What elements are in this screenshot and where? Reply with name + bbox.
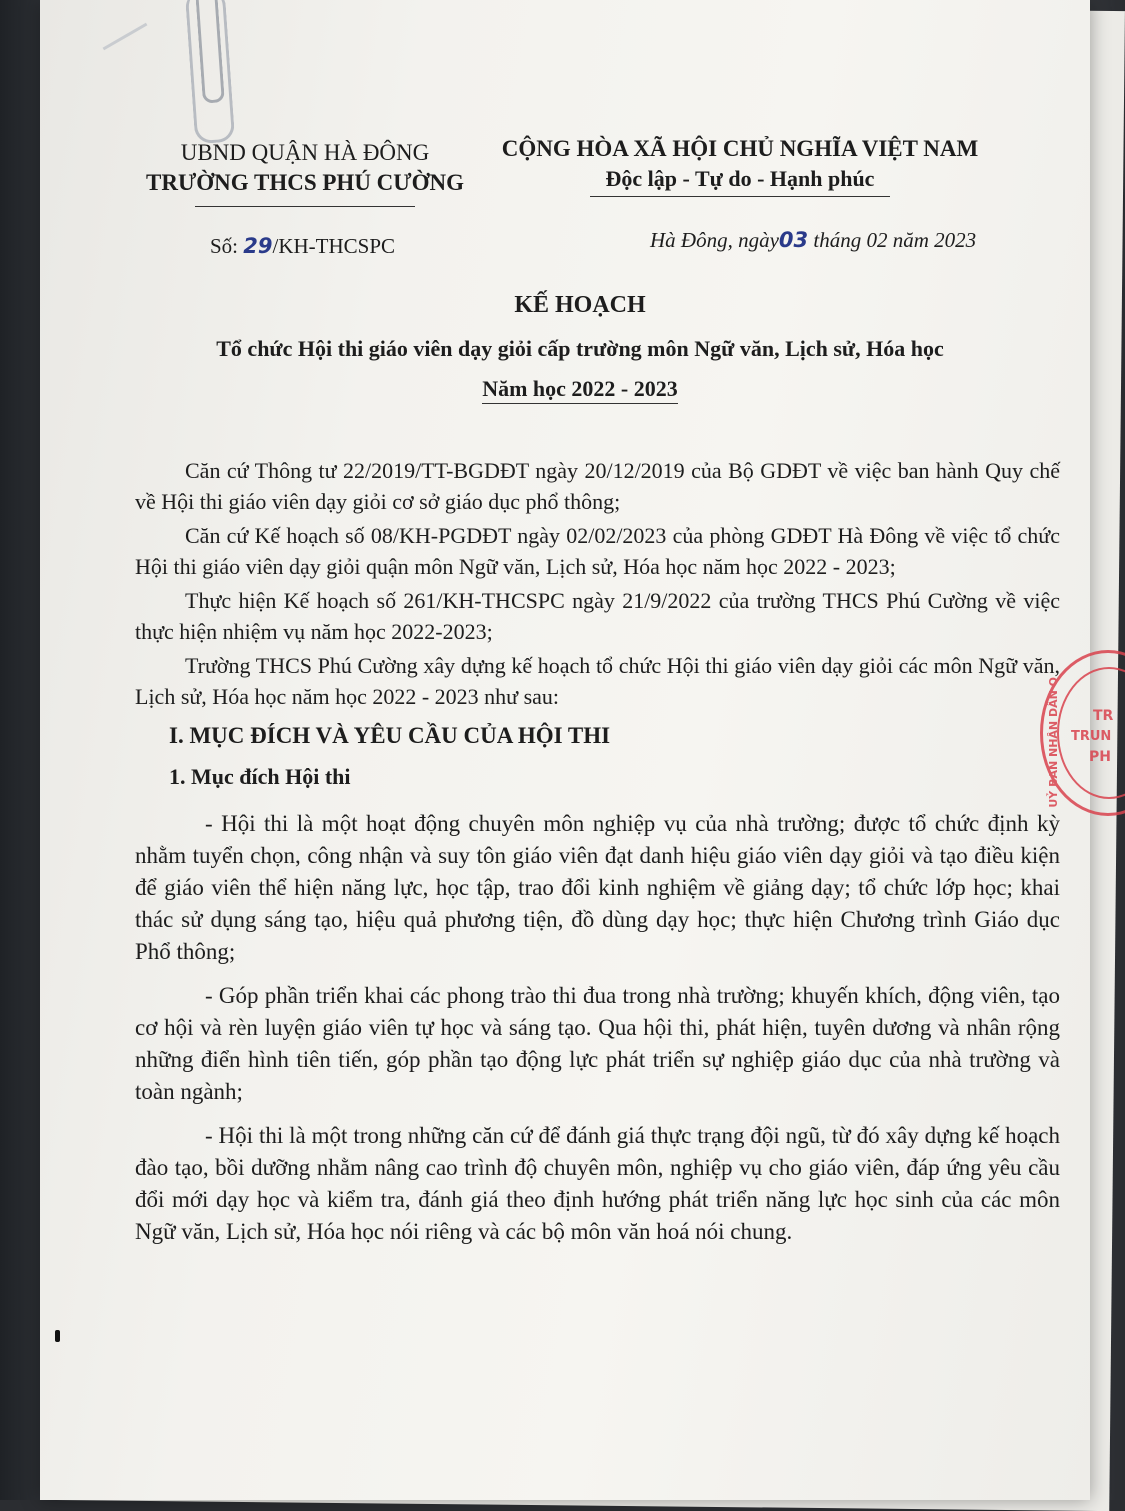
issuer-underline bbox=[195, 206, 415, 207]
section-heading: I. MỤC ĐÍCH VÀ YÊU CẦU CỦA HỘI THI bbox=[169, 723, 611, 748]
basis-paragraph-4: Trường THCS Phú Cường xây dựng kế hoạch tổ chức Hội thi giáo viên dạy giỏi các môn Ngữ văn, Lịch sử, Hóa học năm học 2022 - 2023 như sau: bbox=[135, 653, 1060, 709]
subsection-heading: 1. Mục đích Hội thi bbox=[169, 764, 351, 789]
document-number bbox=[210, 234, 395, 259]
docno-prefix: Số: bbox=[210, 234, 244, 258]
document-body bbox=[135, 455, 1060, 1260]
date-prefix: Hà Đông, ngày bbox=[650, 228, 779, 252]
basis-paragraph-2: Căn cứ Kế hoạch số 08/KH-PGDĐT ngày 02/02/2023 của phòng GDĐT Hà Đông về việc tổ chức Hội thi giáo viên dạy giỏi quận môn Ngữ văn, Lịch sử, Hóa học năm học 2022 - 2023; bbox=[135, 523, 1060, 579]
stamp-line-3: PH bbox=[1089, 749, 1111, 765]
issuer-org: UBND QUẬN HÀ ĐÔNG bbox=[180, 140, 430, 165]
purpose-bullet-3: - Hội thi là một trong những căn cứ để đánh giá thực trạng đội ngũ, từ đó xây dựng kế hoạch đào tạo, bồi dưỡng nhằm nâng cao trình độ chuyên môn, nghiệp vụ cho giáo viên, đáp ứng yêu cầu đổi mới dạy học và kiểm tra, đánh giá theo định hướng phát triển năng lực học sinh của các môn Ngữ văn, Lịch sử, Hóa học nói riêng và các bộ môn văn hoá nói chung. bbox=[135, 1123, 1060, 1244]
date-day-handwritten: 03 bbox=[778, 228, 809, 252]
issuer-school: TRƯỜNG THCS PHÚ CƯỜNG bbox=[146, 170, 464, 195]
date-suffix: tháng 02 năm 2023 bbox=[808, 228, 977, 252]
staple-pin bbox=[103, 23, 148, 51]
docno-handwritten: 29 bbox=[243, 234, 273, 258]
stamp-arc-text: UỶ BAN NHÂN DÂN Q bbox=[1047, 677, 1060, 808]
nation-motto: Độc lập - Tự do - Hạnh phúc bbox=[605, 166, 875, 191]
doc-subtitle: Tổ chức Hội thi giáo viên dạy giỏi cấp trường môn Ngữ văn, Lịch sử, Hóa học bbox=[216, 336, 944, 361]
basis-paragraph-3: Thực hiện Kế hoạch số 261/KH-THCSPC ngày 21/9/2022 của trường THCS Phú Cường về việc thực hiện nhiệm vụ năm học 2022-2023; bbox=[135, 588, 1060, 644]
purpose-bullet-2: - Góp phần triển khai các phong trào thi đua trong nhà trường; khuyến khích, động viên, tạo cơ hội và rèn luyện giáo viên tự học và sáng tạo. Qua hội thi, phát hiện, tuyên dương và nhân rộng những điển hình tiên tiến, góp phần tạo động lực phát triển sự nghiệp giáo dục của nhà trường và toàn ngành; bbox=[135, 983, 1060, 1104]
document-date bbox=[650, 228, 976, 253]
ink-mark bbox=[55, 1330, 60, 1342]
document-page bbox=[40, 0, 1114, 1500]
doc-title: KẾ HOẠCH bbox=[514, 292, 646, 318]
basis-paragraph-1: Căn cứ Thông tư 22/2019/TT-BGDĐT ngày 20/12/2019 của Bộ GDĐT về việc ban hành Quy chế về Hội thi giáo viên dạy giỏi cơ sở giáo dục phổ thông; bbox=[135, 458, 1060, 514]
issuer-block bbox=[140, 138, 470, 207]
stamp-line-1: TR bbox=[1093, 708, 1114, 724]
doc-school-year bbox=[100, 376, 1060, 402]
national-title-block bbox=[480, 134, 1000, 197]
docno-suffix: /KH-THCSPC bbox=[272, 234, 396, 258]
motto-underline bbox=[590, 196, 890, 197]
stamp-line-2: TRUN bbox=[1071, 729, 1112, 744]
school-year-text: Năm học 2022 - 2023 bbox=[482, 376, 678, 404]
nation-name: CỘNG HÒA XÃ HỘI CHỦ NGHĨA VIỆT NAM bbox=[501, 136, 979, 161]
purpose-bullet-1: - Hội thi là một hoạt động chuyên môn nghiệp vụ của nhà trường; được tổ chức định kỳ nhằm tuyển chọn, công nhận và suy tôn giáo viên đạt danh hiệu giáo viên dạy giỏi và tạo điều kiện để giáo viên thể hiện năng lực, học tập, trao đổi kinh nghiệm về giảng dạy; tổ chức lớp học; khai thác sử dụng sáng tạo, hiệu quả phương tiện, đồ dùng dạy học; thực hiện Chương trình Giáo dục Phổ thông; bbox=[135, 811, 1060, 964]
